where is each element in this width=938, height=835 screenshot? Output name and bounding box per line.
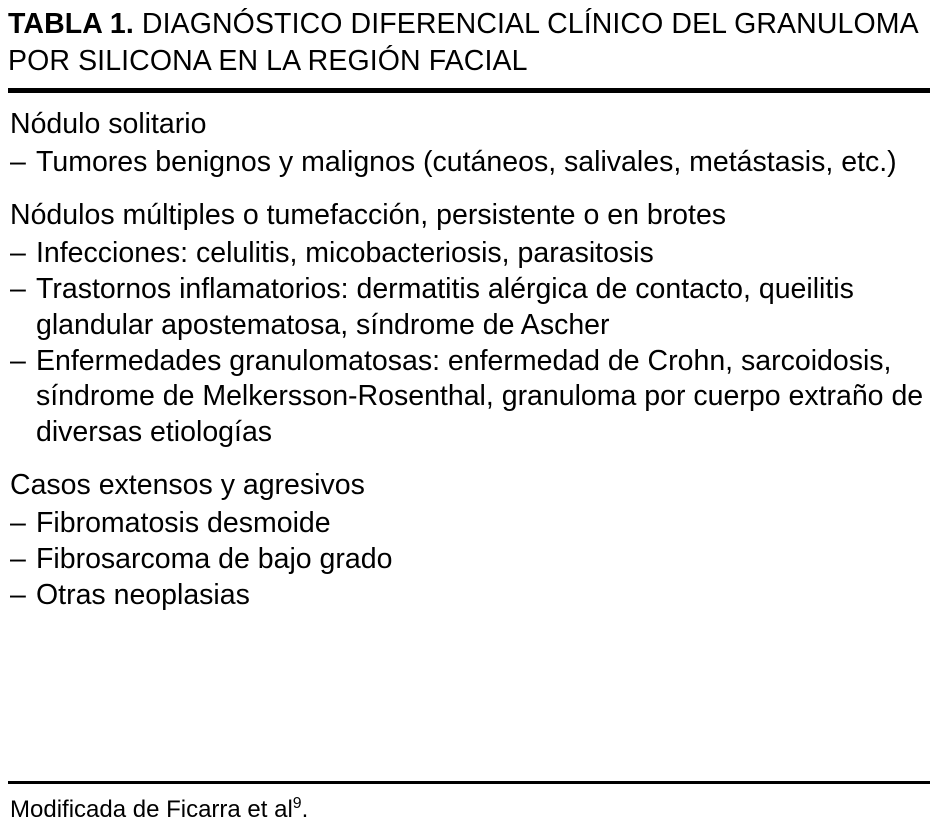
- group-heading: Nódulos múltiples o tumefacción, persistente o en brotes: [10, 198, 727, 231]
- list-item: [10, 542, 930, 578]
- source-note-text: Modificada de Ficarra et al: [10, 796, 293, 824]
- dash-bullet-icon: –: [10, 578, 26, 611]
- table-caption: [8, 6, 930, 80]
- list-item: [10, 236, 930, 272]
- table-caption-label: TABLA 1.: [8, 8, 134, 40]
- dash-bullet-icon: –: [10, 272, 26, 305]
- table-group: [10, 107, 930, 181]
- list-item-text: Otras neoplasias: [36, 578, 250, 611]
- dash-bullet-icon: –: [10, 236, 26, 269]
- table-group: [10, 198, 930, 451]
- list-item-text: Enfermedades granulomatosas: enfermedad de Crohn, sarcoidosis, síndrome de Melkersson-Rosenthal, granuloma por cuerpo extraño de diversas etiologías: [36, 344, 924, 449]
- group-heading: Nódulo solitario: [10, 108, 207, 141]
- list-item: [10, 272, 930, 344]
- dash-bullet-icon: –: [10, 146, 26, 178]
- list-item-text: Tumores benignos y malignos (cutáneos, salivales, metástasis, etc.): [36, 146, 897, 178]
- table-body: [8, 107, 930, 614]
- dash-bullet-icon: –: [10, 507, 26, 540]
- source-note-period: .: [301, 796, 309, 824]
- list-item: [10, 578, 930, 614]
- dash-bullet-icon: –: [10, 344, 26, 377]
- table-source-note: [8, 794, 930, 825]
- list-item: [10, 506, 930, 542]
- list-item: [10, 145, 930, 181]
- table-top-rule: [8, 88, 930, 93]
- list-item-text: Trastornos inflamatorios: dermatitis alérgica de contacto, queilitis glandular apostematosa, síndrome de Ascher: [36, 272, 854, 341]
- dash-bullet-icon: –: [10, 543, 26, 576]
- table-bottom-rule: [8, 781, 930, 784]
- table-group: [10, 468, 930, 614]
- list-item-text: Fibrosarcoma de bajo grado: [36, 543, 393, 576]
- table-footer: [8, 781, 930, 825]
- source-note-reference: 9: [292, 795, 302, 813]
- list-item-text: Fibromatosis desmoide: [36, 507, 331, 540]
- list-item: [10, 344, 930, 452]
- list-item-text: Infecciones: celulitis, micobacteriosis, parasitosis: [36, 236, 654, 269]
- group-heading: Casos extensos y agresivos: [10, 469, 365, 502]
- table-caption-title: DIAGNÓSTICO DIFERENCIAL CLÍNICO DEL GRANULOMA POR SILICONA EN LA REGIÓN FACIAL: [8, 8, 918, 78]
